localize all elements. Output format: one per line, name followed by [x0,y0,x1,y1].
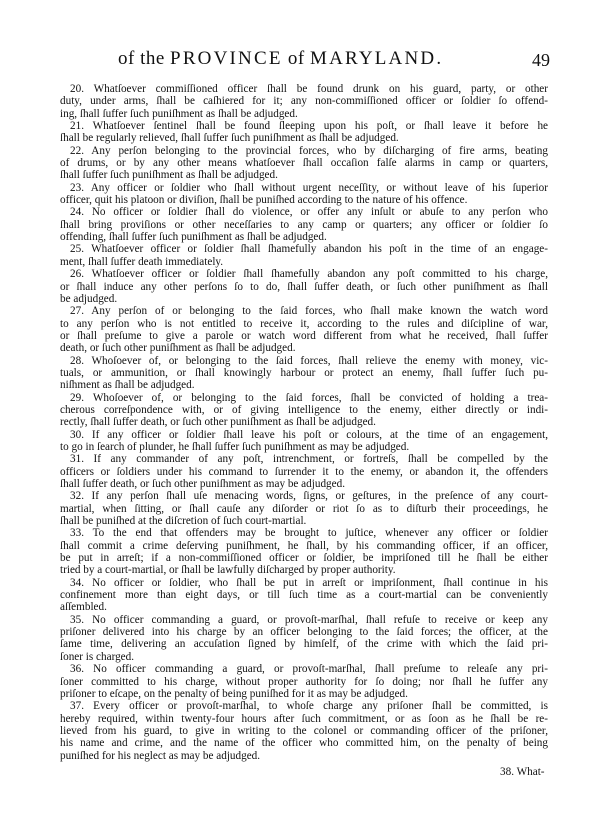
text-line: ſhall be regularly relieved, ſhall ſuffer ſuch puniſhment as ſhall be adjudged. [60,132,399,145]
text-line: ſhall bring proviſions or other neceſſaries to any camp or quarters; any officer or ſoldier ſo [60,218,548,231]
title-part: PROVINCE [170,48,283,69]
text-line: or ſhall induce any other perſons ſo to do, ſhall ſuffer death, or ſuch other puniſhment as ſhall [60,280,548,293]
text-line: 21. Whatſoever ſentinel ſhall be found ſleeping upon his poſt, or ſhall leave it before he [70,120,548,133]
text-line: hereby required, within twenty-four hours after ſuch commitment, or as ſoon as he ſhall be re- [60,712,548,725]
running-header [0,48,600,74]
article [60,355,548,392]
text-line: 23. Any officer or ſoldier who ſhall without urgent neceſſity, or without leave of his ſuperior [70,181,548,194]
text-line: or ſhall preſume to give a parole or watch word different from what he received, ſhall ſuffer [60,329,548,342]
text-line: ſhall ſuffer ſuch puniſhment as ſhall be adjudged. [60,169,278,182]
text-line: to go in ſearch of plunder, he ſhall ſuffer ſuch puniſhment as may be adjudged. [60,440,410,453]
text-line: ment, ſhall ſuffer death immediately. [60,255,224,268]
article [60,663,548,700]
text-line: 24. No officer or ſoldier ſhall do violence, or offer any inſult or abuſe to any perſon who [70,206,548,219]
text-line: ſoner committed to his charge, without proper authority for ſo doing; nor ſhall he ſuffer any [60,675,548,688]
text-line: 27. Any perſon of or belonging to the ſaid forces, who ſhall make known the watch word [70,305,548,318]
article [60,120,548,145]
text-line: 34. No officer or ſoldier, who ſhall be put in arreſt or impriſonment, ſhall continue in his [70,576,548,589]
article [60,429,548,454]
text-line: 30. If any officer or ſoldier ſhall leave his poſt or colours, at the time of an engagement, [70,428,548,441]
title-part: MARYLAND. [309,48,444,69]
text-line: ſhall ſuffer death, or ſuch other puniſhment as may be adjudged. [60,478,345,490]
text-line: niſhment as ſhall be adjudged. [60,379,195,392]
text-line: aſſembled. [60,601,107,614]
text-line: death, or ſuch other puniſhment as ſhall be adjudged. [60,342,296,355]
text-line: ſoner is charged. [60,650,135,663]
title-part: of [282,48,310,69]
text-line: duty, under arms, ſhall be caſhiered for it; any non-commiſſioned officer or ſoldier ſo offend- [60,95,548,108]
text-line: ſhall commit a crime deſerving puniſhment, he ſhall, by his commanding officer, if an officer, [60,539,548,552]
text-line: officers or ſoldiers under his command to ſurrender it to the enemy, or abandon it, the offenders [60,465,548,478]
article [60,614,548,663]
title-part: of the [118,48,171,69]
article [60,206,548,243]
article [60,527,548,576]
text-line: his name and crime, and the name of the officer who committed him, on the penalty of being [60,737,548,750]
text-line: ing, ſhall ſuffer ſuch puniſhment as ſhall be adjudged. [60,107,298,120]
text-line: be put in arreſt; if a non-commiſſioned officer or ſoldier, be impriſoned till he ſhall be either [60,552,548,565]
article [60,182,548,207]
article [60,577,548,614]
text-line: 32. If any perſon ſhall uſe menacing words, ſigns, or geſtures, in the preſence of any court- [70,490,548,503]
text-line: confinement more than eight days, or till ſuch time as a court-martial can be conveniently [60,589,548,602]
text-line: 25. Whatſoever officer or ſoldier ſhall ſhamefully abandon his poſt in the time of an engage- [70,243,548,256]
text-line: ſame time, delivering an accuſation ſigned by himſelf, of the crime with which the ſaid pri- [60,638,548,651]
page-number: 49 [532,50,550,70]
text-line: 37. Every officer or provoſt-marſhal, to whoſe charge any priſoner ſhall be committed, is [70,700,548,713]
text-line: of drums, or by any other means whatſoever ſhall occaſion falſe alarms in camp or quarters, [60,157,548,170]
text-line: 29. Whoſoever of, or belonging to the ſaid forces, ſhall be convicted of holding a trea- [70,391,548,404]
text-line: 28. Whoſoever of, or belonging to the ſaid forces, ſhall relieve the enemy with money, vic- [70,354,548,367]
text-line: tuals, or ammunition, or ſhall knowingly harbour or protect an enemy, ſhall ſuffer ſuch pu- [60,366,548,379]
article [60,145,548,182]
text-line: puniſhed for his neglect as may be adjudged. [60,749,261,762]
text-line: to any perſon who is not entitled to receive it, according to the rules and diſcipline of war, [60,317,548,330]
text-line: tried by a court-martial, or ſhall be lawfully diſcharged by proper authority. [60,564,396,577]
article [60,243,548,268]
text-line: martial, when ſitting, or ſhall cauſe any diſorder or riot ſo as to diſturb their proceedings, he [60,502,548,515]
text-line: rectly, ſhall ſuffer death, or ſuch other puniſhment as ſhall be adjudged. [60,416,376,429]
text-line: offending, ſhall ſuffer ſuch puniſhment as ſhall be adjudged. [60,231,327,244]
article [60,700,548,762]
text-line: 35. No officer commanding a guard, or provoſt-marſhal, ſhall refuſe to receive or keep any [70,613,548,626]
article [60,392,548,429]
text-line: cherous correſpondence with, or of giving intelligence to the enemy, either directly or indi- [60,403,548,416]
article [60,83,548,120]
article [60,268,548,305]
text-line: lieved from his guard, to give in writing to the colonel or commanding officer of the priſoner, [60,724,548,737]
page-body [60,83,548,762]
catchword: 38. What- [500,766,545,778]
text-line: priſoner delivered into his charge by an officer belonging to the ſaid forces; the officer, at the [60,626,548,639]
article [60,305,548,354]
text-line: priſoner to eſcape, on the penalty of being puniſhed for it as may be adjudged. [60,687,408,700]
running-title [118,48,443,70]
text-line: 20. Whatſoever commiſſioned officer ſhall be found drunk on his guard, party, or other [70,83,548,95]
text-line: 22. Any perſon belonging to the provincial forces, who by diſcharging of fire arms, beating [70,144,548,157]
article [60,453,548,490]
text-line: 33. To the end that offenders may be brought to juſtice, whenever any officer or ſoldier [70,527,548,540]
text-line: 36. No officer commanding a guard, or provoſt-marſhal, ſhall preſume to releaſe any pri- [70,663,548,676]
text-line: ſhall be puniſhed at the diſcretion of ſuch court-martial. [60,515,307,528]
text-line: officer, quit his platoon or diviſion, ſhall be puniſhed according to the nature of his offence. [60,194,468,207]
text-line: 31. If any commander of any poſt, intrenchment, or fortreſs, ſhall be compelled by the [70,453,548,466]
article [60,490,548,527]
text-line: be adjudged. [60,292,118,305]
text-line: 26. Whatſoever officer or ſoldier ſhall ſhamefully abandon any poſt committed to his charge, [70,268,548,281]
